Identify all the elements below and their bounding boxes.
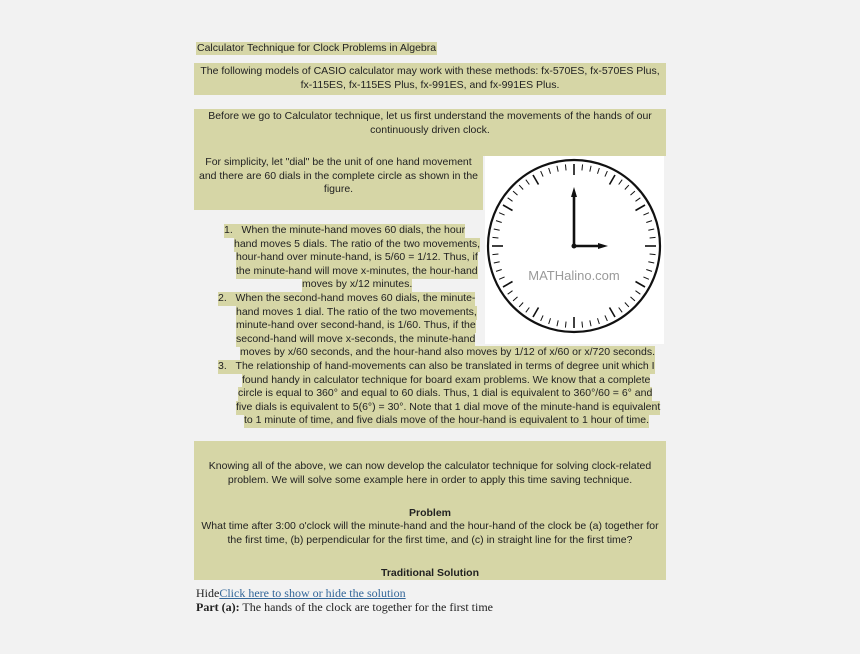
intro-line: continuously driven clock.: [370, 123, 490, 136]
dial-definition-paragraph: [194, 155, 483, 210]
list-item-line: second-hand will move x-seconds, the minute-hand: [236, 333, 476, 345]
list-item-line: moves by x/60 seconds, and the hour-hand also moves by 1/12 of x/60 or x/720 seconds.: [240, 346, 655, 358]
toggle-row: [196, 586, 493, 600]
hand-movement-list: [212, 224, 666, 428]
list-item-line: 1. When the minute-hand moves 60 dials, the hour: [224, 224, 466, 236]
list-number: 3.: [218, 360, 227, 372]
solution-heading: Traditional Solution: [381, 567, 479, 579]
solution-footer: [196, 586, 493, 614]
minute-tick: [582, 164, 583, 170]
intro-paragraph: [194, 109, 666, 156]
list-item-line: the minute-hand will move x-minutes, the hour-hand: [236, 265, 478, 277]
list-number: 2.: [218, 292, 227, 304]
hide-label: Hide: [196, 586, 220, 600]
problem-heading: Problem: [408, 507, 451, 519]
list-item-line: five dials is equivalent to 5(6°) = 30°. Note that 1 dial move of the minute-hand is equivalent: [236, 401, 661, 413]
models-line: The following models of CASIO calculator may work with these methods: fx-570ES, fx-570ES Plus,: [200, 65, 660, 77]
part-label: Part (a):: [196, 600, 240, 614]
problem-text: What time after 3:00 o'clock will the minute-hand and the hour-hand of the clock be (a) together for the first time, (b) perpendicular for the first time, and (c) in straight line for the first time?: [201, 520, 659, 546]
minute-tick: [565, 164, 566, 170]
intro-line: Before we go to Calculator technique, let us first understand the movements of the hands of our: [208, 110, 652, 122]
list-item-line: circle is equal to 360° and equal to 60 dials. Thus, 1 dial is equivalent to 360°/60 = 6° and: [238, 387, 653, 399]
list-item-line: hand moves 5 dials. The ratio of the two movements,: [234, 238, 481, 250]
problem-section: [194, 441, 666, 580]
list-item-line: 3. The relationship of hand-movements can also be translated in terms of degree unit which I: [218, 360, 655, 372]
part-text: The hands of the clock are together for the first time: [239, 600, 493, 614]
list-item-line: hour-hand over minute-hand, is 5/60 = 1/12. Thus, if: [236, 251, 478, 263]
dial-line: figure.: [323, 183, 354, 196]
dial-line: and there are 60 dials in the complete circle as shown in the: [199, 169, 478, 182]
list-item-line: 2. When the second-hand moves 60 dials, the minute-: [218, 292, 476, 304]
models-line: fx-115ES, fx-115ES Plus, fx-991ES, and fx-991ES Plus.: [300, 78, 560, 91]
dial-line: For simplicity, let "dial" be the unit of one hand movement: [205, 156, 472, 168]
part-a-line: [196, 600, 493, 614]
toggle-solution-link[interactable]: Click here to show or hide the solution: [219, 586, 406, 600]
list-item-line: hand moves 1 dial. The ratio of the two movements,: [236, 306, 477, 318]
list-item-line: moves by x/12 minutes.: [302, 278, 413, 290]
page-title: Calculator Technique for Clock Problems in Algebra: [197, 42, 437, 54]
list-item-line: to 1 minute of time, and five dials move of the hour-hand is equivalent to 1 hour of time.: [244, 414, 650, 426]
watermark-text: MATHalino.com: [528, 268, 620, 283]
models-paragraph: [194, 63, 666, 95]
list-number: 1.: [224, 224, 233, 236]
knowing-paragraph: Knowing all of the above, we can now develop the calculator technique for solving clock-related problem. We will solve some example here in order to apply this time saving technique.: [208, 460, 652, 486]
list-item-line: found handy in calculator technique for board exam problems. We know that a complete: [242, 374, 651, 386]
list-item-line: minute-hand over second-hand, is 1/60. Thus, if the: [236, 319, 476, 331]
